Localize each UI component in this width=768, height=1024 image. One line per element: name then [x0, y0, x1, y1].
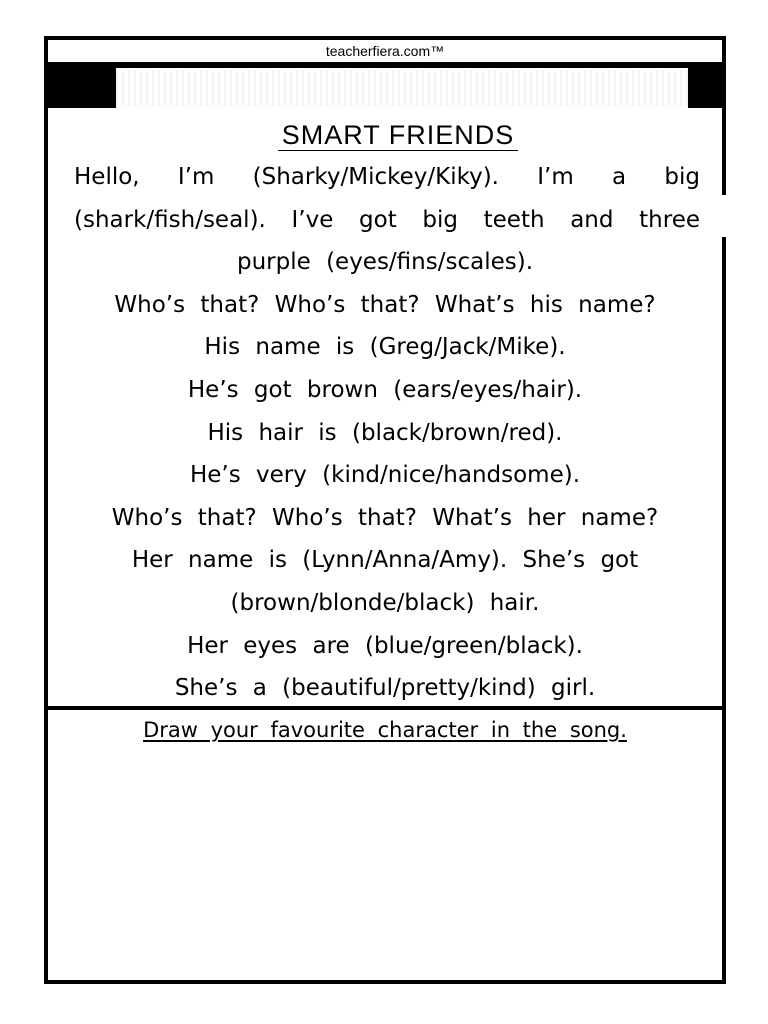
lyric-line: He’s very (kind/nice/handsome).: [189, 462, 581, 489]
brand-label: teacherfiera.com™: [325, 43, 445, 59]
worksheet-frame: [44, 36, 726, 984]
lyric-line: Her eyes are (blue/green/black).: [187, 632, 583, 659]
header-band-left: [48, 64, 116, 108]
lyric-line: His hair is (black/brown/red).: [207, 419, 563, 446]
lyric-line: His name is (Greg/Jack/Mike).: [204, 334, 566, 361]
header-band-top: [116, 64, 688, 68]
lyric-line: Who’s that? Who’s that? What’s her name?: [111, 504, 659, 531]
faded-header-strip: [116, 70, 688, 106]
page-title: SMART FRIENDS: [48, 118, 748, 152]
lyric-line: Hello, I’m (Sharky/Mickey/Kiky). I’m a big: [74, 164, 700, 190]
lyric-line: Her name is (Lynn/Anna/Amy). She’s got: [131, 547, 639, 574]
drawing-instruction: Draw your favourite character in the song.: [143, 718, 627, 742]
song-lyrics: [48, 156, 722, 710]
lyric-line: (shark/fish/seal). I’ve got big teeth and three: [74, 206, 700, 233]
lyric-line: purple (eyes/fins/scales).: [236, 249, 534, 276]
lyric-line: Who’s that? Who’s that? What’s his name?: [114, 291, 656, 318]
lyric-line: He’s got brown (ears/eyes/hair).: [187, 376, 583, 403]
header-band-right: [688, 64, 722, 108]
border-gap: [720, 195, 730, 237]
lyric-line: She’s a (beautiful/pretty/kind) girl.: [174, 675, 596, 702]
lyric-line: (brown/blonde/black) hair.: [230, 589, 540, 616]
section-divider: [48, 706, 722, 710]
drawing-area[interactable]: [48, 750, 722, 980]
